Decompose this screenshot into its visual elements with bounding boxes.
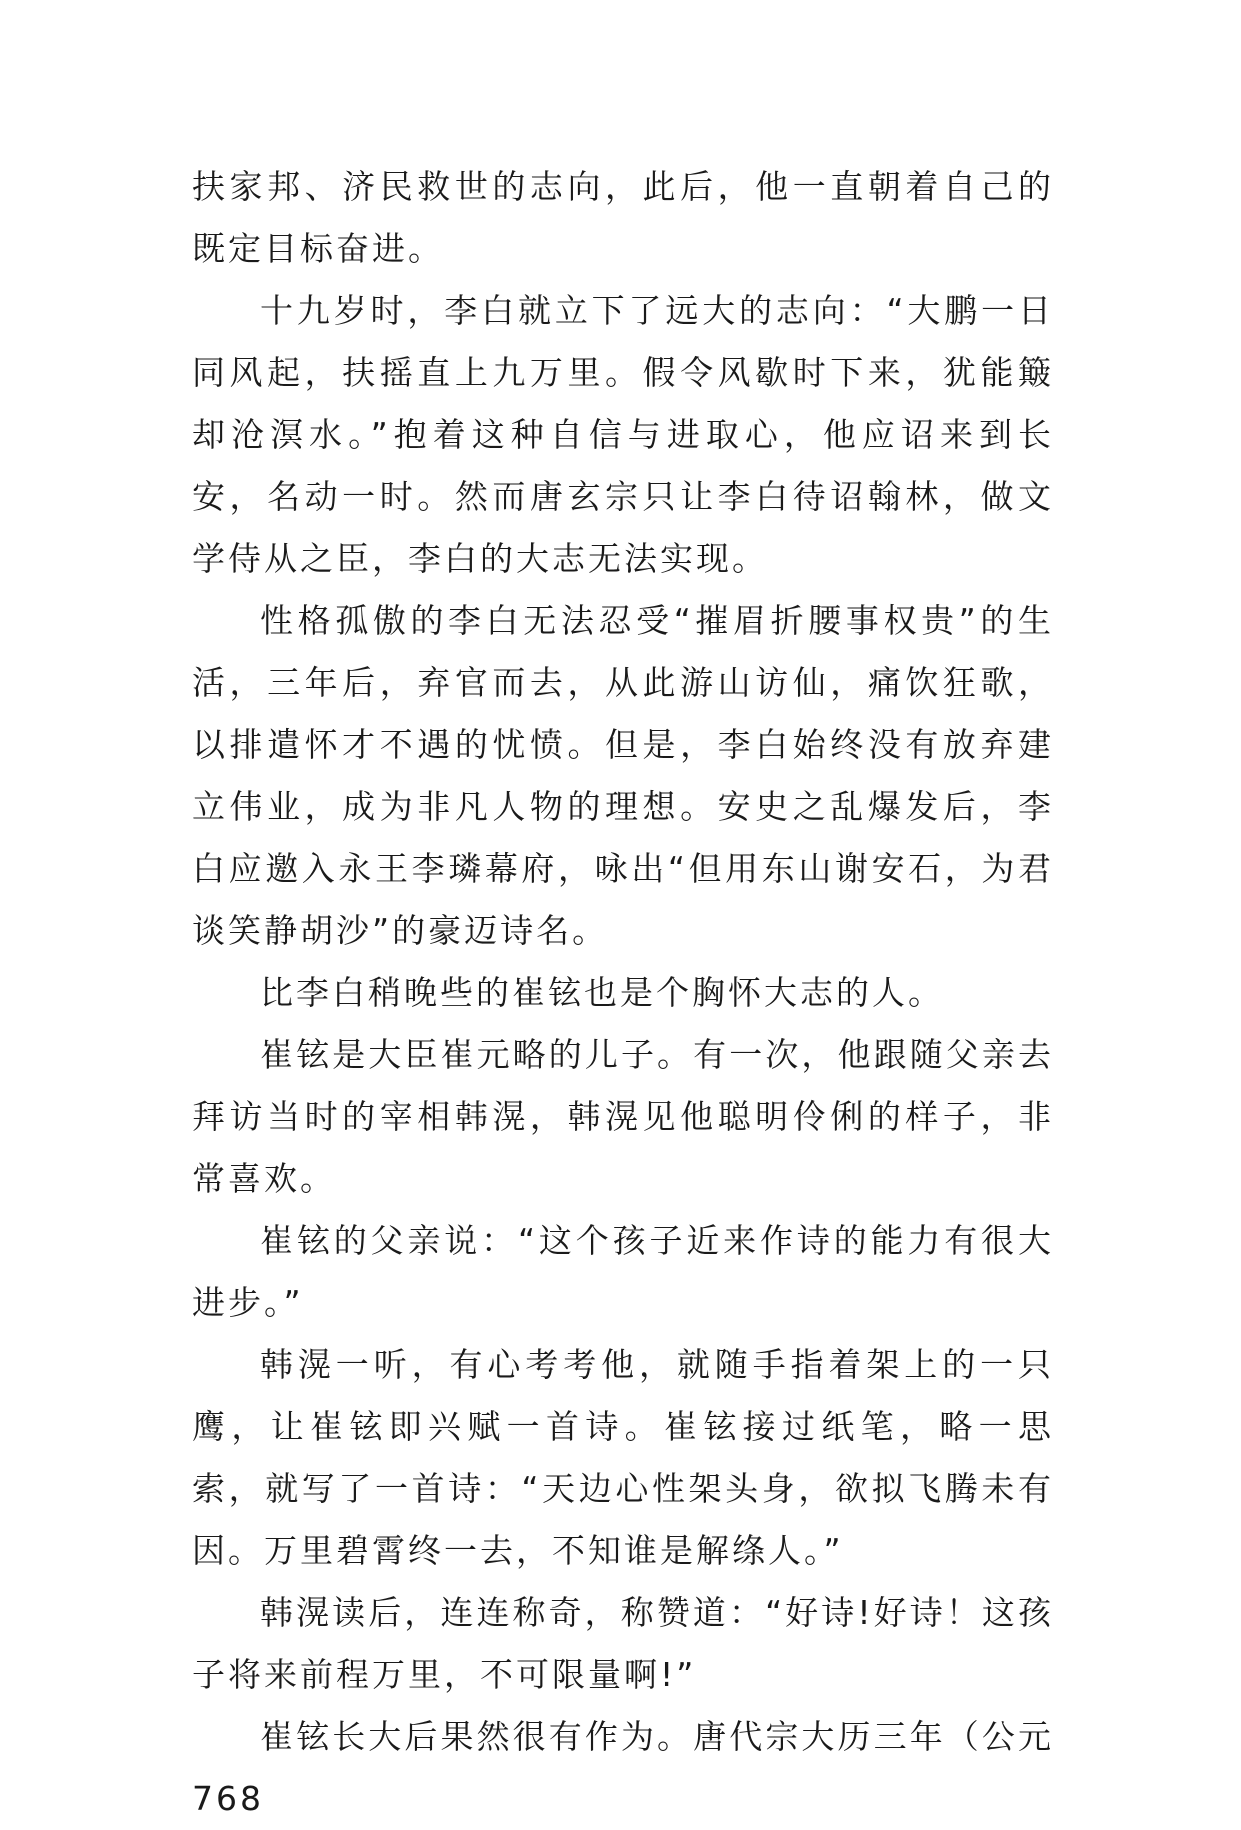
paragraph-6: 崔铉的父亲说：“这个孩子近来作诗的能力有很大进步。” bbox=[192, 1221, 1054, 1322]
paragraph-9: 崔铉长大后果然很有作为。唐代宗大历三年（公元 768 bbox=[192, 1717, 1054, 1818]
paragraph-8: 韩滉读后，连连称奇，称赞道：“好诗!好诗！这孩子将来前程万里，不可限量啊!” bbox=[192, 1593, 1054, 1694]
paragraph-7: 韩滉一听，有心考考他，就随手指着架上的一只鹰，让崔铉即兴赋一首诗。崔铉接过纸笔，略一思索，就写了一首诗：“天边心性架头身，欲拟飞腾未有因。万里碧霄终一去，不知谁是解绦人。” bbox=[192, 1345, 1054, 1570]
paragraph-4: 比李白稍晚些的崔铉也是个胸怀大志的人。 bbox=[260, 973, 944, 1012]
paragraph-3: 性格孤傲的李白无法忍受“摧眉折腰事权贵”的生活，三年后，弃官而去，从此游山访仙，痛饮狂歌，以排遣怀才不遇的忧愤。但是，李白始终没有放弃建立伟业，成为非凡人物的理想。安史之乱爆发后，李白应邀入永王李璘幕府，咏出“但用东山谢安石，为君谈笑静胡沙”的豪迈诗名。 bbox=[192, 601, 1054, 950]
paragraph-1: 扶家邦、济民救世的志向，此后，他一直朝着自己的既定目标奋进。 bbox=[192, 167, 1054, 268]
paragraph-5: 崔铉是大臣崔元略的儿子。有一次，他跟随父亲去拜访当时的宰相韩滉，韩滉见他聪明伶俐的样子，非常喜欢。 bbox=[192, 1035, 1054, 1198]
document-body bbox=[192, 156, 1054, 1830]
paragraph-2: 十九岁时，李白就立下了远大的志向：“大鹏一日同风起，扶摇直上九万里。假令风歇时下来，犹能簸却沧溟水。”抱着这种自信与进取心，他应诏来到长安，名动一时。然而唐玄宗只让李白待诏翰林，做文学侍从之臣，李白的大志无法实现。 bbox=[192, 291, 1054, 578]
